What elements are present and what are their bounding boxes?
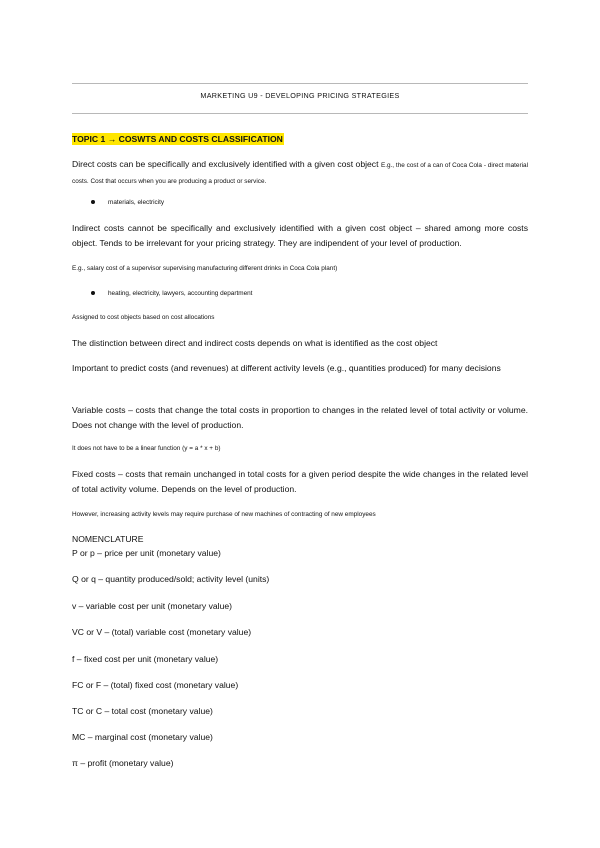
nomenclature-item: f – fixed cost per unit (monetary value): [72, 654, 219, 664]
variable-costs-paragraph: Variable costs – costs that change the total costs in proportion to changes in the related level of total activity or volume. Does not change with the level of production.: [72, 405, 528, 430]
direct-costs-example: E.g., the cost of a can of Coca Cola - direct material costs. Cost that occurs when you are producing a product or service.: [72, 162, 528, 185]
nomenclature-item: P or p – price per unit (monetary value): [72, 548, 221, 558]
bullet-dot-icon: [91, 200, 95, 204]
fixed-costs-paragraph: Fixed costs – costs that remain unchanged in total costs for a given period despite the wide changes in the related level of total activity volume. Depends on the level of production.: [72, 469, 528, 494]
direct-costs-text: Direct costs can be specifically and exclusively identified with a given cost object: [72, 159, 381, 169]
nomenclature-item: TC or C – total cost (monetary value): [72, 706, 213, 716]
indirect-costs-paragraph: Indirect costs cannot be specifically and exclusively identified with a given cost object – shared among more costs object. Tends to be irrelevant for your pricing strategy. They are indipendent of your level of production.: [72, 223, 528, 248]
nomenclature-item: v – variable cost per unit (monetary value): [72, 601, 233, 611]
bullet-item: [91, 290, 252, 297]
document-title: MARKETING U9 - DEVELOPING PRICING STRATEGIES: [200, 91, 400, 100]
nomenclature-item: π – profit (monetary value): [72, 758, 174, 768]
nomenclature-item: Q or q – quantity produced/sold; activity level (units): [72, 574, 270, 584]
bullet-dot-icon: [91, 291, 95, 295]
bullet-item: [91, 199, 164, 206]
bullet-text: heating, electricity, lawyers, accounting department: [108, 290, 253, 297]
distinction-paragraph: The distinction between direct and indirect costs depends on what is identified as the cost object: [72, 338, 438, 348]
indirect-example: E.g., salary cost of a supervisor supervising manufacturing different drinks in Coca Cola plant): [72, 265, 338, 272]
bullet-text: materials, electricity: [108, 199, 165, 206]
linear-note: It does not have to be a linear function (y = a * x + b): [72, 445, 221, 452]
nomenclature-item: FC or F – (total) fixed cost (monetary value): [72, 680, 239, 690]
nomenclature-item: MC – marginal cost (monetary value): [72, 732, 213, 742]
nomenclature-heading: NOMENCLATURE: [72, 534, 144, 544]
nomenclature-item: VC or V – (total) variable cost (monetary value): [72, 627, 252, 637]
predict-paragraph: Important to predict costs (and revenues) at different activity levels (e.g., quantities produced) for many decisions: [72, 363, 501, 373]
however-note: However, increasing activity levels may require purchase of new machines of contracting of new employees: [72, 511, 376, 518]
top-rule: [72, 83, 528, 84]
direct-costs-paragraph: [72, 157, 528, 189]
assigned-note: Assigned to cost objects based on cost allocations: [72, 314, 215, 321]
topic-heading: TOPIC 1 → COSWTS AND COSTS CLASSIFICATION: [72, 134, 283, 144]
title-underline-rule: [72, 113, 528, 114]
